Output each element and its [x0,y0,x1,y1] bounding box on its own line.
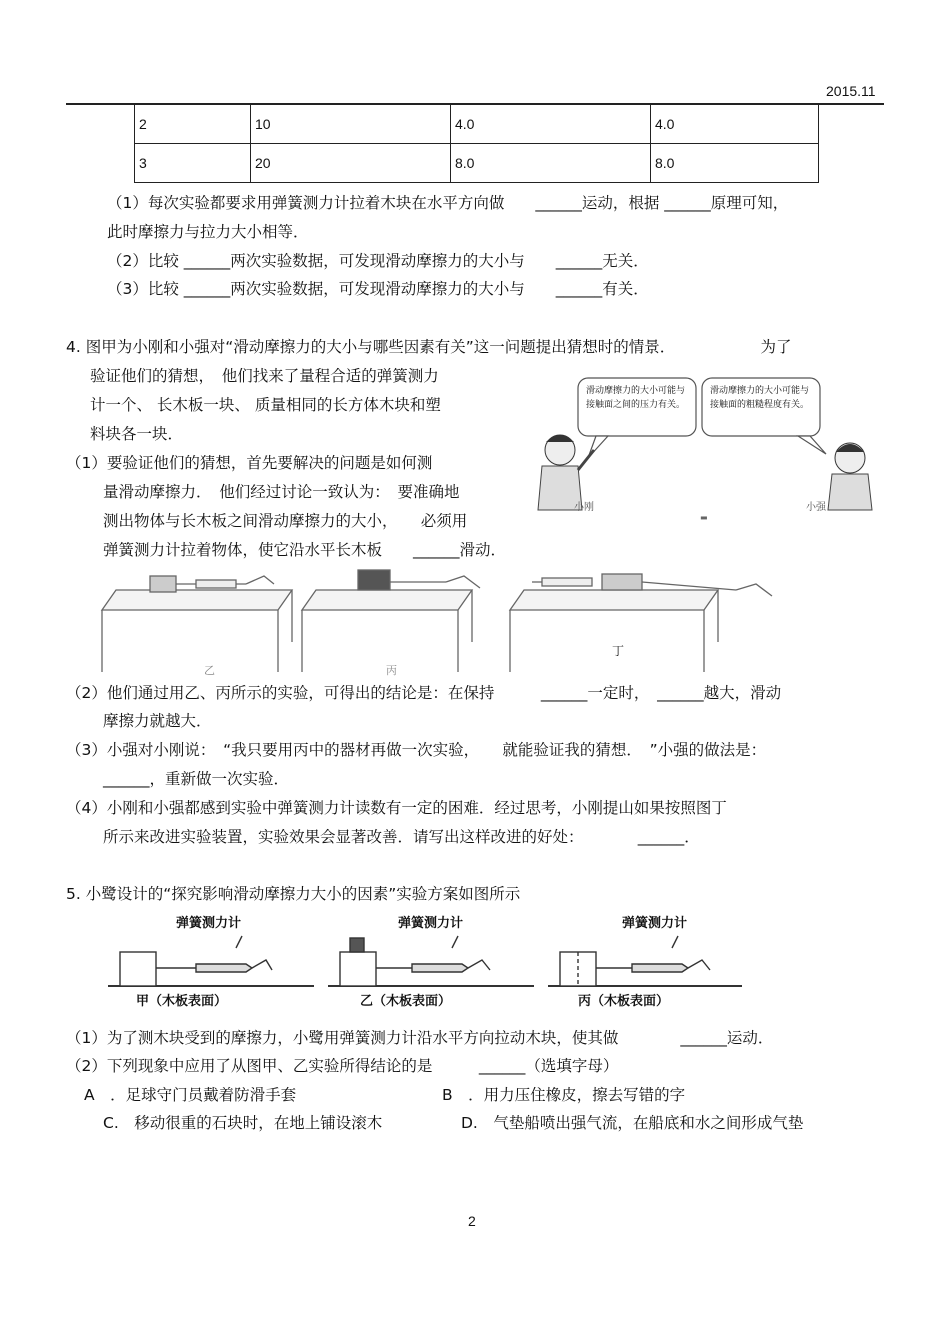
fig-label-bing: 丙 [386,664,397,677]
q3-p2: （2）比较 ______两次实验数据，可发现滑动摩擦力的大小与 ______无关． [107,252,649,270]
data-table [134,104,819,183]
q5-option-c: C. 移动很重的石块时，在地上铺设滚木 [103,1114,383,1132]
table-cell: 2 [135,105,251,144]
q4-p2-line1: （2）他们通过用乙、丙所示的实验，可得出的结论是：在保持 ______一定时， ______越大，滑动 [66,684,782,702]
header-date: 2015.11 [826,83,876,99]
q3-p1-line1: （1）每次实验都要求用弹簧测力计拉着木块在水平方向做 ______运动，根据 ______原理可知， [107,194,789,212]
table-cell: 8.0 [451,144,651,183]
q4-line1: 4. 图甲为小刚和小强对“滑动摩擦力的大小与哪些因素有关”这一问题提出猜想时的情景． 为了 [66,338,792,356]
figure-jia-boys [536,370,886,520]
figure-q5 [106,910,746,1014]
figure-tables [96,562,786,682]
q5-option-d: D. 气垫船喷出强气流，在船底和水之间形成气垫 [461,1114,804,1132]
q5-p1: （1）为了测木块受到的摩擦力，小鹭用弹簧测力计沿水平方向拉动木块，使其做 ______运动． [66,1029,774,1047]
table-cell: 4.0 [651,105,819,144]
bubble-right-text: 滑动摩擦力的大小可能与接触面的粗糙程度有关。 [710,386,810,410]
fig-label-ding: 丁 [612,644,625,658]
table-cell: 10 [251,105,451,144]
name-right: 小强 [806,502,826,513]
caption-jia: 甲（木板表面） [136,994,228,1009]
device-label-yi: 弹簧测力计 [398,916,464,931]
q4-p4-line2: 所示来改进实验装置，实验效果会显著改善．请写出这样改进的好处： ______． [103,828,700,846]
q4-p2-line2: 摩擦力就越大． [103,712,212,730]
table-row [135,105,819,144]
q5-option-a: A ．足球守门员戴着防滑手套 [84,1086,297,1104]
q5-title: 5. 小鹭设计的“探究影响滑动摩擦力大小的因素”实验方案如图所示 [66,885,521,903]
table-cell: 8.0 [651,144,819,183]
q4-p3-line1: （3）小强对小刚说： “我只要用丙中的器材再做一次实验， 就能验证我的猜想． ”小强的做法是： [66,741,767,759]
table-row [135,144,819,183]
device-label-bing: 弹簧测力计 [622,916,688,931]
caption-bing: 丙（木板表面） [578,994,670,1009]
q3-p3: （3）比较 ______两次实验数据，可发现滑动摩擦力的大小与 ______有关． [107,280,649,298]
caption-yi: 乙（木板表面） [360,994,452,1009]
fig-label-yi: 乙 [204,664,215,677]
q4-p1-line2: 量滑动摩擦力． 他们经过讨论一致认为： 要准确地 [103,483,460,501]
q4-p3-line2: ______，重新做一次实验． [103,770,290,788]
q4-line3: 计一个、 长木板一块、 质量相同的长方体木块和塑 [90,396,441,414]
q4-p1-line3: 测出物体与长木板之间滑动摩擦力的大小， 必须用 [103,512,468,530]
q4-p1-line1: （1）要验证他们的猜想，首先要解决的问题是如何测 [66,454,433,472]
q4-p1-line4: 弹簧测力计拉着物体，使它沿水平长木板 ______滑动． [103,541,507,559]
q5-p2: （2）下列现象中应用了从图甲、乙实验所得结论的是 ______（选填字母） [66,1057,619,1075]
svg-text:▬: ▬ [700,513,708,520]
name-left: 小刚 [574,502,594,513]
q3-p1-line2: 此时摩擦力与拉力大小相等． [107,223,309,241]
q4-line2: 验证他们的猜想， 他们找来了量程合适的弹簧测力 [90,367,439,385]
page-number: 2 [468,1213,476,1229]
table-cell: 20 [251,144,451,183]
table-cell: 3 [135,144,251,183]
q4-p4-line1: （4）小刚和小强都感到实验中弹簧测力计读数有一定的困难．经过思考，小刚提山如果按照图丁 [66,799,727,817]
bubble-left-text: 滑动摩擦力的大小可能与接触面之间的压力有关。 [586,386,686,410]
table-cell: 4.0 [451,105,651,144]
q4-line4: 料块各一块． [90,425,184,443]
tables-illustration [96,562,786,682]
q5-option-b: B ．用力压住橡皮，擦去写错的字 [442,1086,686,1104]
device-label-jia: 弹簧测力计 [176,916,242,931]
